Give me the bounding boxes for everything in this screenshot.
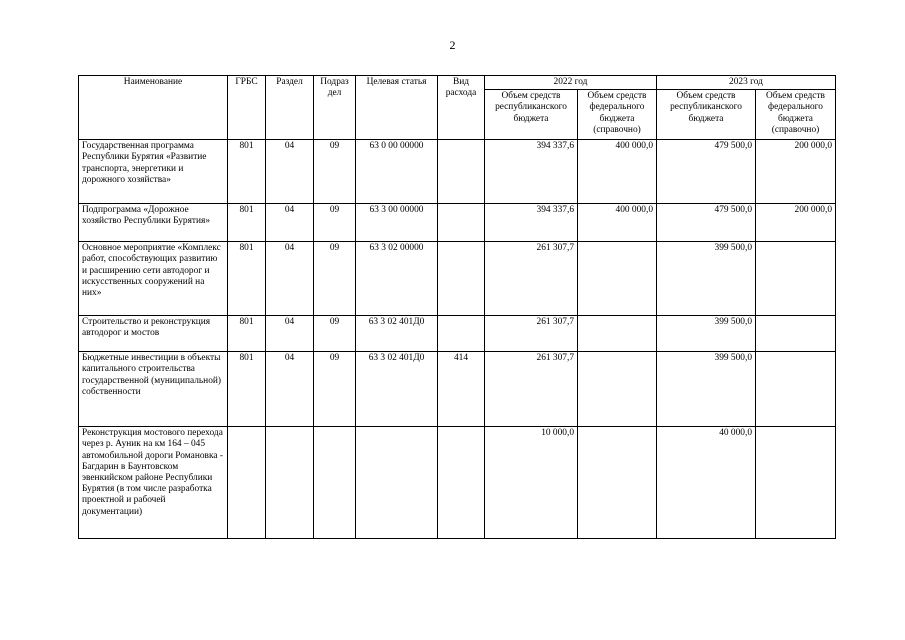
header-target: Целевая статья [356,76,438,140]
cell-name: Основное мероприятие «Комплекс работ, способствующих развитию и расширению сети автодорог и искусственных сооружений на них» [79,242,228,316]
cell-expense-type [438,316,485,352]
table-row [79,204,836,242]
budget-table [78,75,836,539]
header-subsection: Подраз дел [314,76,356,140]
cell-name: Строительство и реконструкция автодорог и мостов [79,316,228,352]
cell-expense-type [438,140,485,204]
cell-rep-2023: 399 500,0 [657,352,756,427]
header-year-2022: 2022 год [485,76,657,90]
header-fed-budget-2023: Объем средств федерального бюджета (справочно) [756,90,836,140]
cell-subsection: 09 [314,204,356,242]
cell-grbs: 801 [228,316,266,352]
cell-rep-2023: 399 500,0 [657,316,756,352]
cell-fed-2022 [578,427,657,539]
table-row [79,352,836,427]
cell-fed-2023 [756,316,836,352]
cell-fed-2023: 200 000,0 [756,140,836,204]
cell-subsection [314,427,356,539]
cell-fed-2022: 400 000,0 [578,204,657,242]
cell-target: 63 3 02 401Д0 [356,352,438,427]
cell-section: 04 [266,140,314,204]
cell-grbs: 801 [228,140,266,204]
cell-name: Подпрограмма «Дорожное хозяйство Республики Бурятия» [79,204,228,242]
cell-fed-2022 [578,316,657,352]
cell-expense-type: 414 [438,352,485,427]
cell-fed-2022: 400 000,0 [578,140,657,204]
cell-subsection: 09 [314,242,356,316]
cell-rep-2022: 261 307,7 [485,352,578,427]
cell-subsection: 09 [314,352,356,427]
cell-grbs: 801 [228,204,266,242]
table-row [79,427,836,539]
cell-name: Бюджетные инвестиции в объекты капитального строительства государственной (муниципальной) собственности [79,352,228,427]
cell-fed-2023 [756,242,836,316]
cell-name: Государственная программа Республики Бурятия «Развитие транспорта, энергетики и дорожного хозяйства» [79,140,228,204]
cell-rep-2023: 40 000,0 [657,427,756,539]
cell-subsection: 09 [314,316,356,352]
cell-rep-2023: 479 500,0 [657,140,756,204]
header-grbs: ГРБС [228,76,266,140]
header-section: Раздел [266,76,314,140]
cell-grbs: 801 [228,242,266,316]
table-row [79,316,836,352]
cell-section: 04 [266,316,314,352]
cell-fed-2022 [578,352,657,427]
cell-rep-2022: 394 337,6 [485,204,578,242]
page-number: 2 [449,38,456,52]
cell-subsection: 09 [314,140,356,204]
cell-rep-2022: 394 337,6 [485,140,578,204]
cell-target: 63 3 00 00000 [356,204,438,242]
cell-target: 63 0 00 00000 [356,140,438,204]
cell-target: 63 3 02 00000 [356,242,438,316]
cell-name: Реконструкция мостового перехода через р. Ауник на км 164 – 045 автомобильной дороги Романовка - Багдарин в Баунтовском эвенкийском районе Республики Бурятия (в том числе разработка проектной и рабочей документации) [79,427,228,539]
cell-rep-2022: 261 307,7 [485,242,578,316]
cell-section: 04 [266,204,314,242]
header-rep-budget-2023: Объем средств республиканского бюджета [657,90,756,140]
cell-fed-2023 [756,427,836,539]
cell-section: 04 [266,352,314,427]
header-name: Наименование [79,76,228,140]
cell-grbs: 801 [228,352,266,427]
cell-section: 04 [266,242,314,316]
header-expense-type: Вид расхода [438,76,485,140]
cell-target [356,427,438,539]
cell-rep-2022: 10 000,0 [485,427,578,539]
cell-expense-type [438,204,485,242]
table-row [79,242,836,316]
cell-fed-2023: 200 000,0 [756,204,836,242]
cell-fed-2023 [756,352,836,427]
header-year-2023: 2023 год [657,76,836,90]
cell-grbs [228,427,266,539]
cell-expense-type [438,242,485,316]
cell-rep-2022: 261 307,7 [485,316,578,352]
header-row-top [79,76,836,90]
cell-fed-2022 [578,242,657,316]
cell-section [266,427,314,539]
table-row [79,140,836,204]
cell-target: 63 3 02 401Д0 [356,316,438,352]
header-fed-budget-2022: Объем средств федерального бюджета (справочно) [578,90,657,140]
cell-rep-2023: 479 500,0 [657,204,756,242]
cell-rep-2023: 399 500,0 [657,242,756,316]
header-rep-budget-2022: Объем средств республиканского бюджета [485,90,578,140]
cell-expense-type [438,427,485,539]
